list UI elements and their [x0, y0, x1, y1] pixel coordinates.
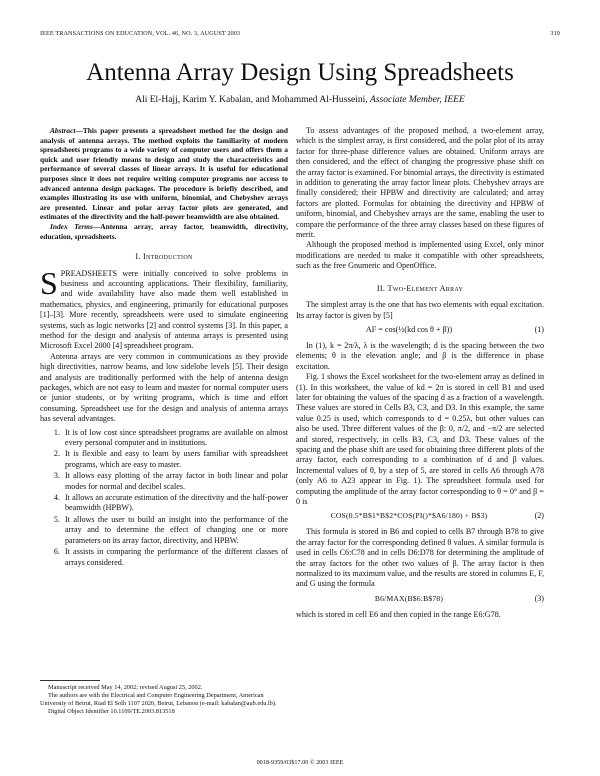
- list-item: 3. It allows easy plotting of the array factor in both linear and polar modes for normal and decibel scales.: [62, 471, 288, 492]
- drop-cap: S: [40, 264, 58, 301]
- section2-paragraph-1: The simplest array is the one that has two elements with equal excitation. Its array factor is given by [5]: [296, 300, 544, 320]
- section2-paragraph-5: which is stored in cell E6 and then copied in the range E6:G78.: [296, 609, 501, 619]
- author-role: Associate Member, IEEE: [370, 95, 465, 105]
- copyright-footer: 0018-9359/03$17.00 © 2003 IEEE: [256, 759, 344, 766]
- index-terms-text: Antenna array, array factor, beamwidth, directivity, education, spreadsheets.: [40, 221, 288, 241]
- equation-2: [296, 511, 544, 523]
- equation-body: AF = cos(½(kd cos θ + β)): [365, 324, 453, 334]
- author-line: [0, 95, 600, 105]
- right-paragraph-1: To assess advantages of the proposed method, a two-element array, which is the simplest array, is first considered, and the polar plot of its array factor for three-phase difference values are obtained. Uniform arrays are then considered, and the effect of changing the progressive phase shift on the array factor is examined. For binomial arrays, the directivity is estimated in addition to generating the array factor linear plots. Chebyshev arrays are finally considered; their HPBW and directivity are calculated; and array factors are plotted. Formulas for obtaining the directivity and HPBW of uniform, binomial, and Chebyshev arrays are the same, enabling the user to compare the performance of the three array classes based on these figures of merit.: [296, 126, 544, 240]
- equation-3: [296, 594, 544, 606]
- page-number: 319: [550, 30, 560, 37]
- equation-1: [296, 325, 544, 337]
- equation-number: (2): [534, 511, 544, 521]
- author-names: Ali El-Hajj, Karim Y. Kabalan, and Mohammed Al-Husseini,: [135, 95, 368, 105]
- equation-body: COS(0.5*B$1*B$2*COS(PI()*$A6/180) + B$3): [330, 511, 488, 521]
- index-terms: Index Terms—Antenna array, array factor, beamwidth, directivity, education, spreadsheets.: [40, 221, 288, 241]
- list-item: 2. It is flexible and easy to learn by users familiar with spreadsheet programs, which are easy to master.: [62, 449, 288, 470]
- right-column: [296, 126, 544, 620]
- running-header: [40, 30, 560, 42]
- section2-paragraph-2: In (1), k = 2π/λ, λ is the wavelength; d is the spacing between the two elements; θ is the elevation angle; and β is the difference in phase excitation.: [296, 340, 544, 371]
- left-column: [40, 126, 288, 569]
- section-title: Introduction: [143, 252, 193, 262]
- intro-paragraph-2: Antenna arrays are very common in communications as they provide high directivities, narrow beams, and low sidelobe levels [5]. Their design and analysis are traditionally performed with the help of antenna design packages, which are not easy to learn and master for normal computer users or junior students, or by writing programs, which is time and effort consuming. Spreadsheet use for the design and analysis of antenna arrays has several advantages.: [40, 351, 288, 424]
- paper-title: Antenna Array Design Using Spreadsheets: [86, 59, 514, 86]
- list-item: 5. It allows the user to build an insight into the performance of the array and to determine the effect of changing one or more parameters on its array factor, directivity, and HPBW.: [62, 515, 288, 546]
- list-item: 6. It assists in comparing the performance of the different classes of arrays considered.: [62, 547, 288, 568]
- journal-name: IEEE TRANSACTIONS ON EDUCATION, VOL. 46, NO. 3, AUGUST 2003: [40, 30, 241, 37]
- intro-lead-word: PREADSHEETS: [60, 268, 118, 278]
- abstract: Abstract—This paper presents a spreadsheet method for the design and analysis of antenna arrays. The method exploits the familiarity of modern spreadsheets programs to a wide variety of computer users and offers them a quick and user friendly means to design and study the characteristics and performance of several classes of linear arrays. It is useful for educational purposes since it does not require writing computer programs nor access to advanced antenna design packages. The procedure is briefly described, and examples illustrating its use with uniform, binomial, and Chebyshev arrays are presented. Linear and polar array factor plots are generated, and estimates of the directivity and the half-power beamwidth are also obtained.: [40, 126, 288, 222]
- equation-body: B6/MAX(B$6:B$78): [374, 593, 444, 603]
- footnote: [40, 680, 288, 716]
- section-heading-intro: [40, 252, 288, 262]
- index-terms-lead: Index Terms: [50, 221, 93, 231]
- section-number: II.: [376, 283, 386, 293]
- equation-number: (1): [534, 324, 544, 334]
- right-paragraph-2: Although the proposed method is implemented using Excel, only minor modifications are needed to make it compatible with other spreadsheets, such as the free Gnumeric and OpenOffice.: [296, 240, 544, 271]
- section2-paragraph-3: Fig. 1 shows the Excel worksheet for the two-element array as defined in (1). In this worksheet, the value of kd = 2π is stored in cell B1 and used later for obtaining the values of the spacing d as a fraction of a wavelength. These values are stored in Cells B3, C3, and D3. In this example, the same value 0.25 is used, which corresponds to d = 0.25λ, but other values can also be used. Three different values of the β: 0, π/2, and −π/2 are selected and stored, respectively, in cells B3, C3, and D3. These values of the spacing and the phase shift are used for obtaining three different plots of the array factor, each corresponding to a combination of d and β values. Incremental values of θ, by a step of 5, are stored in cells A6 through A78 (only A6 to A23 appear in Fig. 1). The spreadsheet formula used for computing the amplitude of the array factor corresponding to θ = 0° and β = 0 is: [296, 372, 544, 506]
- intro-text: were initially conceived to solve problems in business and accounting applications. Their flexibility, familiarity, and wide availability have also made them well established in mathematics, physics, and engineering, primarily for educational purposes [1]–[3]. More recently, spreadsheets were used to simulate engineering systems, such as logic networks [2] and control systems [3]. In this paper, a method for the design and analysis of antenna arrays is presented using Microsoft Excel 2000 [4] spreadsheet program.: [40, 268, 288, 351]
- advantages-list: [40, 428, 288, 568]
- abstract-text: This paper presents a spreadsheet method for the design and analysis of antenna arrays. The method exploits the familiarity of modern spreadsheets programs to a wide variety of computer users and offers them a quick and user friendly means to design and study the characteristics and performance of several classes of linear arrays. It is useful for educational purposes since it does not require writing computer programs nor access to advanced antenna design packages. The procedure is briefly described, and examples illustrating its use with uniform, binomial, and Chebyshev arrays are presented. Linear and polar array factor plots are generated, and estimates of the directivity and the half-power beamwidth are also obtained.: [40, 126, 288, 222]
- footnote-doi: Digital Object Identifier 10.1109/TE.2003.813518: [48, 708, 175, 715]
- footnote-affiliation: The authors are with the Electrical and Computer Engineering Department, American University of Beirut, Riad El Solh 1107 2020, Beirut, Lebanon (e-mail: kabalan@aub.edu.lb).: [40, 692, 277, 707]
- list-item: 4. It allows an accurate estimation of the directivity and the half-power beamwidth (HPBW).: [62, 493, 288, 514]
- equation-number: (3): [534, 593, 544, 603]
- section-number: I.: [135, 252, 141, 262]
- section-title: Two-Element Array: [387, 283, 464, 293]
- list-item: 1. It is of low cost since spreadsheet programs are available on almost every personal computer and in institutions.: [62, 428, 288, 449]
- footnote-rule: [40, 680, 100, 681]
- section-heading-two-element: [296, 284, 544, 294]
- section2-paragraph-4: This formula is stored in B6 and copied to cells B7 through B78 to give the array factor for the corresponding defined θ values. A similar formula is used in cells C6:C78 and in cells D6:D78 for determining the amplitude of the array factors for the other two values of β. The array factor is then normalized to its maximum value, and the results are stored in columns E, F, and G using the formula: [296, 527, 544, 589]
- footnote-received: Manuscript received May 14, 2002; revised August 25, 2002.: [48, 684, 203, 691]
- intro-paragraph-1: [40, 264, 288, 352]
- abstract-lead: Abstract: [50, 126, 76, 135]
